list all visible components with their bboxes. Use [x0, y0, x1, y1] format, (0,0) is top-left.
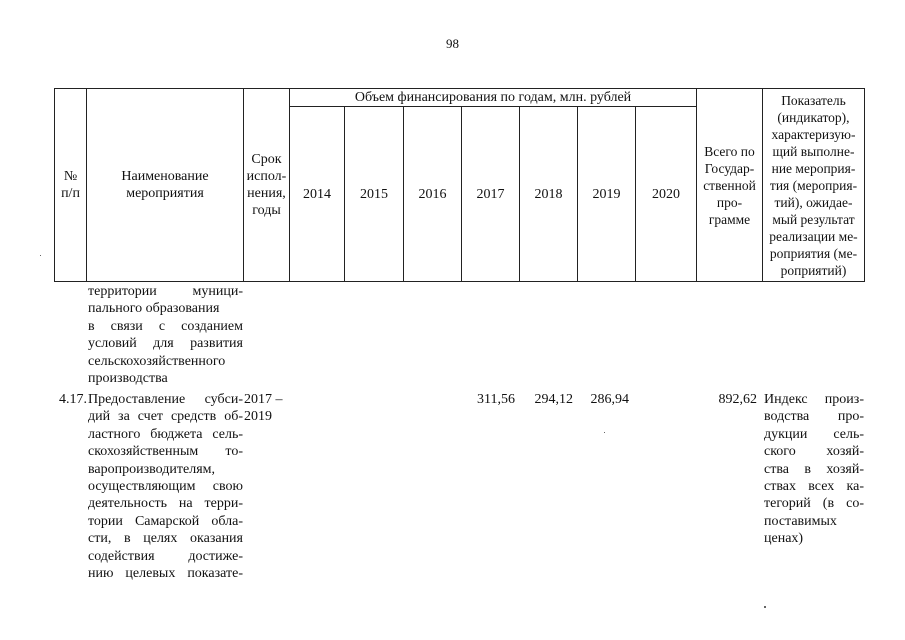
row-4-17-value-2019: 286,94 — [590, 392, 629, 407]
scan-speck — [40, 255, 41, 256]
row-4-17-number: 4.17. — [59, 392, 87, 407]
header-year-2019: 2019 — [592, 186, 621, 202]
header-year-2017: 2017 — [476, 186, 505, 202]
header-num: № п/п — [61, 169, 80, 201]
row-4-17-value-2017: 311,56 — [477, 392, 515, 407]
row-4-17-indicator: Индекс произ- водства про- дукции сель- ского хозяй- ства в хозяй- ствах всех ка- тегорий (в со- поставимых ценах) — [764, 392, 864, 547]
header-funding-group: Объем финансирования по годам, млн. рублей — [354, 90, 632, 105]
header-year-2015: 2015 — [360, 186, 388, 202]
header-total: Всего по Государ- ственной про- грамме — [703, 143, 756, 227]
scan-speck — [764, 606, 766, 608]
header-name: Наименование мероприятия — [121, 169, 209, 201]
header-year-2020: 2020 — [652, 186, 680, 202]
row-4-17-name: Предоставление субси- дий за счет средств об- ластного бюджета сель- скохозяйственным то- варопроизводителям, осуществляющим свою деятельность на терри- тории Самарской обла- сти, в целях оказания содействия достиже- нию целевых показате- — [88, 392, 243, 582]
header-year-2014: 2014 — [303, 186, 331, 202]
row-4-17-total: 892,62 — [718, 392, 757, 407]
row-continuation-name: территории муници- пального образования в связи с созданием условий для развития сельскохозяйственного производства — [88, 284, 243, 387]
row-4-17-value-2018: 294,12 — [534, 392, 573, 407]
header-year-2018: 2018 — [534, 186, 563, 202]
header-indicator: Показатель (индикатор), характеризую- щий выполне- ние мероприя- тия (мероприя- тий), ожидае- мый результат реализации ме- роприятия (ме- роприятий) — [769, 92, 858, 278]
scan-speck — [604, 432, 605, 433]
header-term: Срок испол- нения, годы — [246, 152, 287, 218]
header-year-2016: 2016 — [418, 186, 447, 202]
row-4-17-term: 2017 – 2019 — [244, 392, 283, 425]
page-number: 98 — [446, 36, 459, 51]
